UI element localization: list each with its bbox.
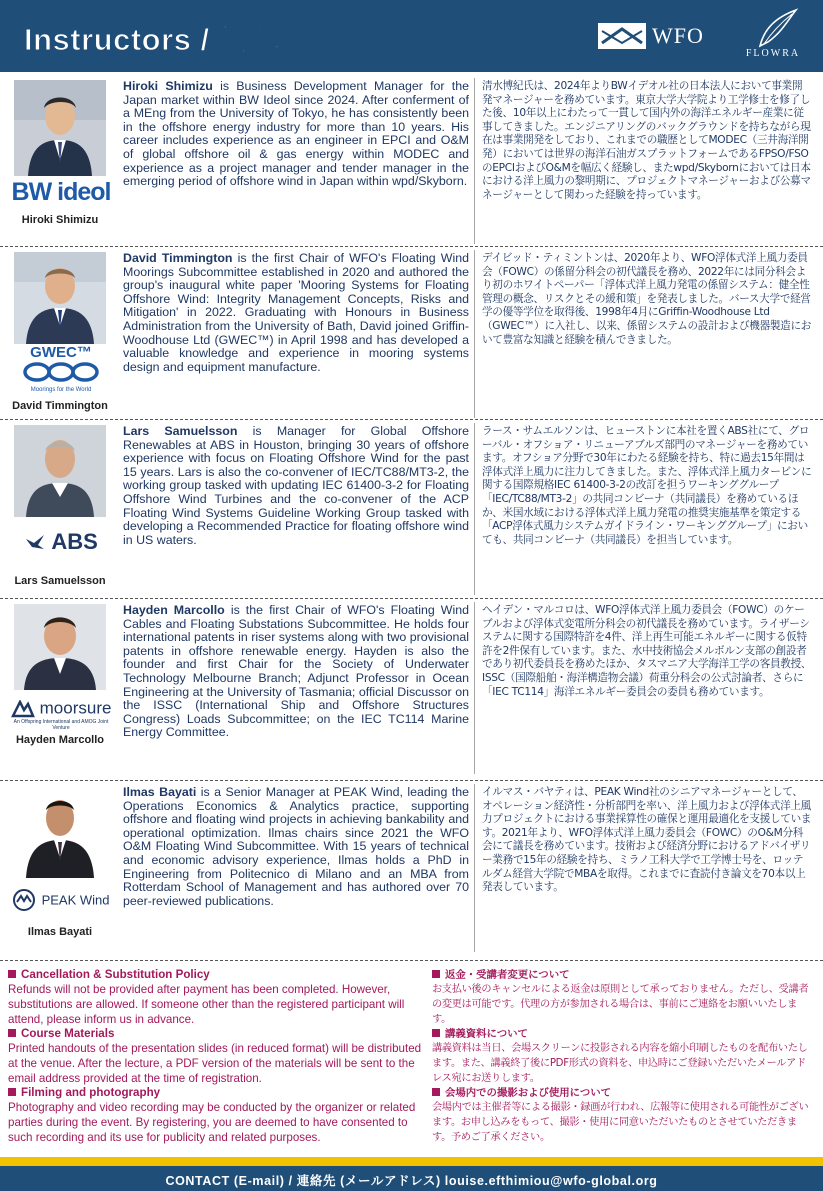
policy-text: Photography and video recording may be conducted by the organizer or related parties during the event. By registering, you are deemed to have consented to such recording and its use for publicity and related purposes. bbox=[8, 1101, 416, 1144]
instructor-caption: Hiroki Shimizu bbox=[21, 214, 99, 226]
gwec-logo-text: GWEC™ bbox=[30, 344, 92, 361]
instructor-bio-en bbox=[123, 252, 469, 374]
page-header bbox=[0, 0, 823, 72]
instructor-bio-en bbox=[123, 786, 469, 908]
policy-heading: Cancellation & Substitution Policy bbox=[8, 968, 428, 982]
policy-heading: 返金・受講者変更について bbox=[432, 968, 812, 982]
instructor-photo bbox=[14, 425, 106, 517]
instructor-bio-ja: ヘイデン・マルコロは、WFO浮体式洋上風力委員会（FOWC）のケーブルおよび浮体式変電所分科会の初代議長を務めています。ライザーシステムに関する国際特許を4件、洋上再生可能エネルギーに関する仮特許を2件保有しています。また、水中技術協会メルボルン支部の創設者であり初代委員長を務めたほか、タスマニア大学海洋工学の客員教授、ISSC（国際船舶・海洋構造物会議）荷重分科会の公式討論者、さらに「IEC TC114」海洋エネルギー委員会の委員も務めています。 bbox=[482, 604, 812, 698]
moorsure-mark-icon bbox=[11, 700, 35, 718]
instructor-bio-text: is a Senior Manager at PEAK Wind, leading the Operations Economics & Analytics practice, supporting offshore and floating wind projects in achieving bankability and operational optimization. Ilmas chairs since 2021 the WFO O&M Floating Wind Subcommittee. With 15 years of technical and economic advisory experience, Ilmas holds a PhD in Engineering from Politecnico di Milano and an MBA from Rotterdam School of Management and has authored over 70 peer-reviewed publications. bbox=[123, 785, 469, 908]
instructor-bio-en bbox=[123, 604, 469, 740]
instructor-caption: Hayden Marcollo bbox=[15, 734, 105, 746]
peak-wind-mark-icon bbox=[12, 888, 36, 912]
bullet-square-icon bbox=[432, 970, 440, 978]
policy-heading: Filming and photography bbox=[8, 1086, 428, 1100]
instructor-photo bbox=[14, 604, 106, 690]
column-divider bbox=[474, 250, 475, 418]
flowra-logo bbox=[738, 6, 808, 66]
policy-heading: 会場内での撮影および使用について bbox=[432, 1086, 812, 1100]
instructor-photo bbox=[14, 786, 106, 878]
instructor-bio-text: is Manager for Global Offshore Renewables at ABS in Houston, bringing 30 years of offshore experience with focus on Floating Offshore Wind for the past 15 years. Lars is also the co-convener of IEC/TC88/MT3-2, the working group tasked with updating IEC 61400-3-2 for Floating Offshore Wind Turbines and the co-convener of the ACP Floating Wind Systems Guideline Working Group tasked with developing a Recommended Practice for floating offshore wind in US waters. bbox=[123, 424, 469, 547]
accent-bar bbox=[0, 1157, 823, 1166]
wfo-logo-icon bbox=[598, 23, 646, 49]
policy-heading: 講義資料について bbox=[432, 1027, 812, 1041]
page-footer bbox=[0, 1166, 823, 1191]
section-divider bbox=[0, 598, 823, 599]
instructor-caption: Ilmas Bayati bbox=[27, 926, 93, 938]
instructor-name: Hayden Marcollo bbox=[123, 603, 225, 617]
feather-icon bbox=[738, 6, 808, 50]
policy-heading: Course Materials bbox=[8, 1027, 428, 1041]
moorsure-logo bbox=[6, 698, 116, 731]
instructor-bio-en bbox=[123, 425, 469, 547]
section-divider bbox=[0, 246, 823, 247]
page-title: Instructors / 講師 bbox=[24, 22, 282, 57]
policy-text: Refunds will not be provided after payment has been completed. However, substitutions are allowed. If someone other than the registered participant will attend, please inform us in advance. bbox=[8, 983, 405, 1026]
wfo-logo bbox=[598, 22, 704, 50]
column-divider bbox=[474, 602, 475, 774]
policy-section-ja bbox=[432, 968, 812, 1145]
abs-logo-text: ABS bbox=[51, 529, 98, 554]
section-divider bbox=[0, 960, 823, 961]
column-divider bbox=[474, 78, 475, 244]
instructor-bio-ja: ラース・サムエルソンは、ヒューストンに本社を置くABS社にて、グローバル・オフショア・リニューアブルズ部門のマネージャーを務めています。オフショア分野で30年にわたる経験を持ち、特に過去15年間は浮体式洋上風力に注力してきました。また、浮体式洋上風力タービンに関する国際規格IEC 61400-3-2の改訂を担うワーキンググループ「IEC/TC88/MT3-2」の共同コンビーナ（共同議長）を務めているほか、米国水域における浮体式洋上風力発電の推奨実施基準を策定する「ACP浮体式風力システムガイドライン・ワーキンググループ」においても、共同コンビーナ（共同議長）を担当しています。 bbox=[482, 425, 812, 546]
abs-logo bbox=[6, 529, 116, 555]
section-divider bbox=[0, 780, 823, 781]
chain-link-icon bbox=[23, 361, 99, 383]
moorsure-logo-tagline: An Offspring International and AMOG Joint Venture bbox=[13, 718, 109, 731]
instructor-bio-text: is Business Development Manager for the Japan market within BW Ideol since 2024. After conferment of a MEng from the University of Tokyo, he has consistently been in the offshore energy industry for more than 10 years. His career includes experience as an engineer in EPCI and O&M of global offshore oil & gas energy within MODEC and experience as a project manager and tender manager in the emerging period of offshore wind in Japan within wpd/Skyborn. bbox=[123, 79, 469, 189]
bullet-square-icon bbox=[8, 970, 16, 978]
instructor-name: Lars Samuelsson bbox=[123, 424, 238, 438]
instructor-bio-text: is the first Chair of WFO's Floating Wind Cables and Floating Substations Subcommittee. He holds four international patents in riser systems along with two provisional patents in offshore renewable energy. Hayden is also the founder and first Chair for the Society of Underwater Technology Melbourne Branch; Adjunct Professor in Ocean Engineering at the University of Tasmania; official Discussor on the ISSC (International Ship and Offshore Structures Congress) Loads Subcommittee; on the IEC TC114 Marine Energy Committee. bbox=[123, 603, 470, 740]
gwec-logo-tagline: Moorings for the World bbox=[30, 387, 92, 393]
bullet-square-icon bbox=[432, 1088, 440, 1096]
bw-ideol-logo-text: BW ideol bbox=[11, 178, 111, 206]
instructor-name: Ilmas Bayati bbox=[123, 785, 197, 799]
moorsure-logo-text: moorsure bbox=[39, 698, 112, 718]
peak-wind-logo-text: PEAK Wind bbox=[41, 892, 110, 908]
instructor-bio-ja: 清水博紀氏は、2024年よりBWイデオル社の日本法人において事業開発マネージャーを務めています。東京大学大学院より工学修士を修了した後、10年以上にわたって一貫して国内外の海洋エネルギー産業に従事してきました。エンジニアリングのバックグラウンドを持ちながら現在は事業開発をしており、これまでの職歴としてMODEC（三井海洋開発）においては世界の海洋石油ガスプラットフォームであるFPSO/FSOのEPCIおよびO&Mを幅広く経験し、またwpd/Skybornにおいては日本における洋上風力の黎明期に、プロジェクトマネージャーおよび公募マネージャーとして関わった経験を持っています。 bbox=[482, 80, 811, 201]
instructor-name: Hiroki Shimizu bbox=[123, 79, 213, 93]
instructor-bio-ja: イルマス・バヤティは、PEAK Wind社のシニアマネージャーとして、オペレーション経済性・分析部門を率い、洋上風力および浮体式洋上風力プロジェクトにおける事業採算性の確保と運用最適化を支援しています。2021年より、WFO浮体式洋上風力委員会（FOWC）のO&M分科会にて議長を務めています。技術および経済分野におけるアドバイザリー業務で15年の経験を持ち、ミラノ工科大学で工学博士号を、ロッテルダム経営大学院でMBAを取得。これまでに査読付き論文を70本以上発表しています。 bbox=[482, 786, 812, 894]
instructor-photo bbox=[14, 80, 106, 176]
peak-wind-logo bbox=[6, 888, 116, 912]
bullet-square-icon bbox=[432, 1029, 440, 1037]
bullet-square-icon bbox=[8, 1088, 16, 1096]
instructor-bio-ja: デイビッド・ティミントンは、2020年より、WFO浮体式洋上風力委員会（FOWC）の係留分科会の初代議長を務め、2022年には同分科会より初のホワイトペーパー「浮体式洋上風力発電の係留システム：健全性管理の概念、リスクとその緩和策」を発表しました。バース大学で経営学の優等学位を取得後、1998年4月にGriffin-Woodhouse Ltd（GWEC™）に入社し、以来、係留システムの設計および機器製造において豊富な知識と経験を積んできました。 bbox=[482, 252, 812, 346]
column-divider bbox=[474, 423, 475, 595]
instructor-name: David Timmington bbox=[123, 251, 233, 265]
policy-text: お支払い後のキャンセルによる返金は原則として承っておりません。ただし、受講者の変更は可能です。代理の方が参加される場合は、事前にご連絡をお願いいたします。 bbox=[432, 984, 809, 1025]
eagle-icon bbox=[24, 533, 46, 551]
policy-text: 講義資料は当日、会場スクリーンに投影される内容を縮小印刷したものを配布いたします。また、講義終了後にPDF形式の資料を、申込時にご登録いただいたメールアドレス宛にお送りします。 bbox=[432, 1043, 808, 1084]
wfo-logo-text: WFO bbox=[652, 23, 704, 48]
policy-text: 会場内では主催者等による撮影・録画が行われ、広報等に使用される可能性がございます。お申し込みをもって、撮影・使用に同意いただいたものとさせていただきます。予めご了承ください。 bbox=[432, 1102, 809, 1143]
bullet-square-icon bbox=[8, 1029, 16, 1037]
policy-text: Printed handouts of the presentation slides (in reduced format) will be distributed at the venue. After the lecture, a PDF version of the materials will be sent to the email address provided at the time of registration. bbox=[8, 1042, 422, 1085]
instructor-caption: Lars Samuelsson bbox=[14, 575, 106, 587]
gwec-logo bbox=[6, 344, 116, 393]
column-divider bbox=[474, 784, 475, 952]
instructor-photo bbox=[14, 252, 106, 344]
instructor-caption: David Timmington bbox=[12, 400, 108, 412]
policy-section-en bbox=[8, 968, 428, 1145]
section-divider bbox=[0, 419, 823, 420]
contact-email[interactable]: CONTACT (E-mail) / 連絡先 (メールアドレス) louise.efthimiou@wfo-global.org bbox=[165, 1174, 658, 1188]
bw-ideol-logo bbox=[6, 178, 116, 207]
flowra-logo-text: FLOWRA bbox=[745, 48, 801, 59]
instructor-bio-text: is the first Chair of WFO's Floating Wind Moorings Subcommittee established in 2020 and authored the group's inaugural white paper 'Mooring Systems for Floating Offshore Wind: Integrity Management Concepts, Risks and Mitigation' in 2022. Graduating with Honours in Business Administration from the University of Bath, David joined Griffin-Woodhouse Ltd (GWEC™) in April 1998 and has developed a valuable knowledge and experience in mooring systems design and equipment manufacture. bbox=[123, 251, 469, 374]
instructor-bio-en bbox=[123, 80, 469, 189]
